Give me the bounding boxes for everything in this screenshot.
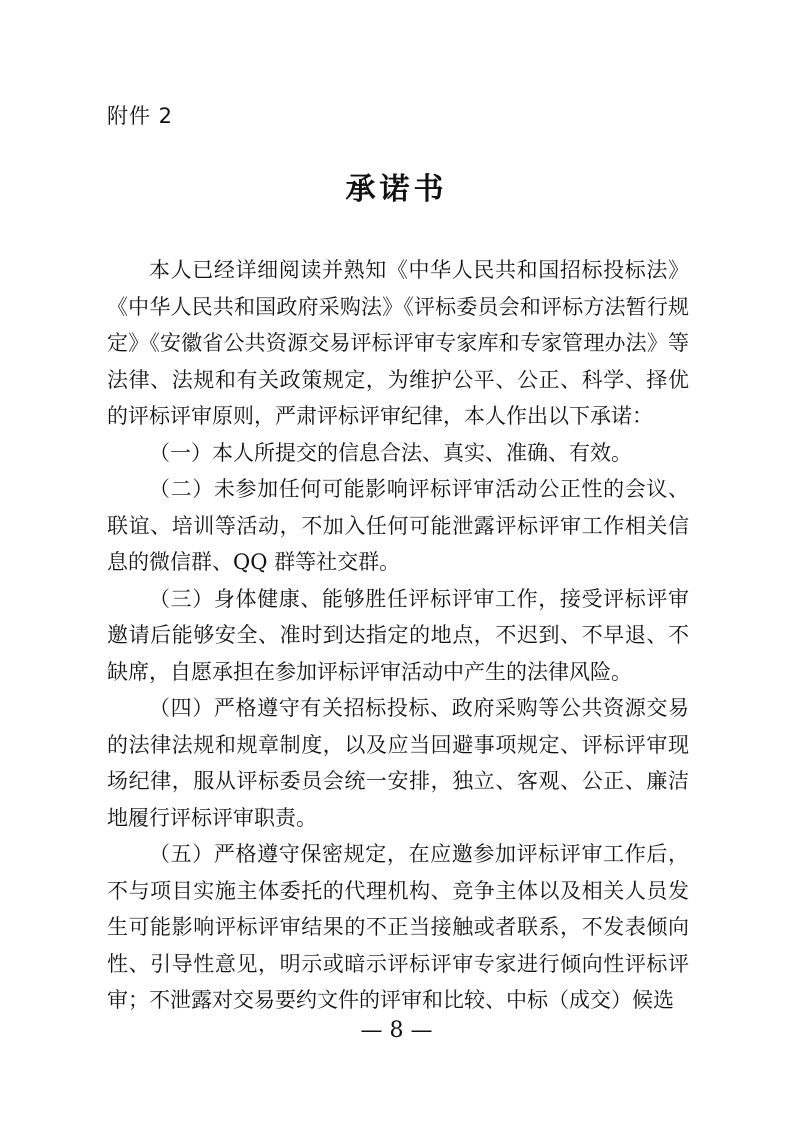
attachment-label: 附件 2 bbox=[107, 104, 174, 128]
document-title: 承诺书 bbox=[345, 172, 448, 207]
commitment-item-1: （一）本人所提交的信息合法、真实、准确、有效。 bbox=[149, 440, 632, 465]
document-body bbox=[107, 252, 689, 1019]
commitment-item-5: （五）严格遵守保密规定，在应邀参加评标评审工作后，不与项目实施主体委托的代理机构、竞争主体以及相关人员发生可能影响评标评审结果的不正当接触或者联系，不发表倾向性、引导性意见，明示或暗示评标评审专家进行倾向性评标评审；不泄露对交易要约文件的评审和比较、中标（成交）候选 bbox=[107, 842, 689, 1012]
intro-paragraph: 本人已经详细阅读并熟知《中华人民共和国招标投标法》《中华人民共和国政府采购法》《评标委员会和评标方法暂行规定》《安徽省公共资源交易评标评审专家库和专家管理办法》等法律、法规和有关政策规定，为维护公平、公正、科学、择优的评标评审原则，严肃评标评审纪律，本人作出以下承诺： bbox=[107, 258, 689, 428]
page-number: — 8 — bbox=[360, 1018, 433, 1043]
commitment-item-3: （三）身体健康、能够胜任评标评审工作，接受评标评审邀请后能够安全、准时到达指定的地点，不迟到、不早退、不缺席，自愿承担在参加评标评审活动中产生的法律风险。 bbox=[107, 586, 689, 684]
commitment-item-2: （二）未参加任何可能影响评标评审活动公正性的会议、联谊、培训等活动，不加入任何可能泄露评标评审工作相关信息的微信群、QQ 群等社交群。 bbox=[107, 477, 689, 574]
commitment-item-4: （四）严格遵守有关招标投标、政府采购等公共资源交易的法律法规和规章制度，以及应当回避事项规定、评标评审现场纪律，服从评标委员会统一安排，独立、客观、公正、廉洁地履行评标评审职责。 bbox=[107, 696, 689, 830]
